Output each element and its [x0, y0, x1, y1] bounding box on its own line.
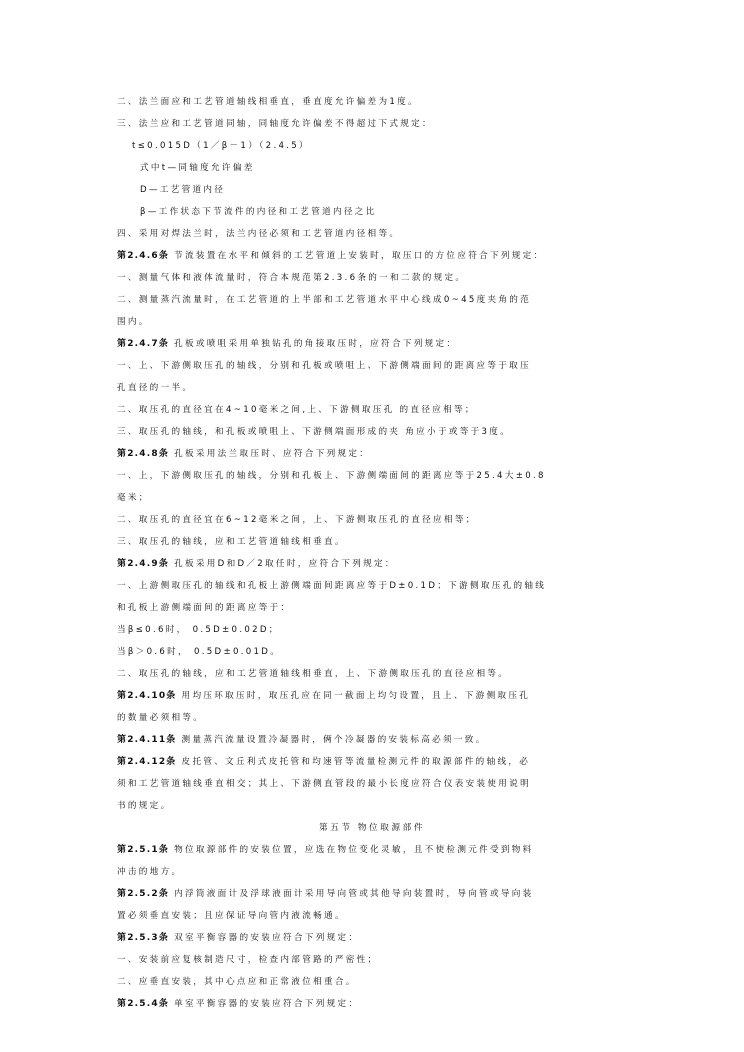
line-text: 毫米； [117, 493, 150, 503]
line-text: 测量蒸汽流量设置冷凝器时，俩个冷凝器的安装标高必须一致。 [181, 735, 487, 745]
line-text: 当β≤0.6时， 0.5D±0.02D； [117, 625, 280, 635]
line-text: 皮托管、文丘利式皮托管和均速管等流量检测元件的取源部件的轴线，必 [181, 757, 531, 767]
line-text: β—工作状态下节流件的内径和工艺管道内径之比 [140, 207, 377, 217]
line-text: 置必须垂直安装；且应保证导向管内液流畅通。 [117, 911, 346, 921]
clause-number: 第2.4.8条 [117, 449, 170, 459]
text-line [117, 118, 637, 130]
line-text: 内浮筒液面计及浮球液面计采用导向管或其他导向装置时，导向管或导向装 [174, 889, 534, 899]
text-line [140, 162, 660, 174]
text-line [117, 778, 637, 790]
text-line [117, 448, 637, 460]
text-line [117, 932, 637, 944]
line-text: 一、上游侧取压孔的轴线和孔板上游侧端面间距离应等于D±0.1D；下游侧取压孔的轴线 [117, 581, 547, 591]
clause-number: 第2.4.7条 [117, 339, 170, 349]
line-text: 孔板或喷咀采用单独钻孔的角接取压时，应符合下列规定： [174, 339, 458, 349]
line-text: 书的规定。 [117, 801, 172, 811]
text-line [117, 404, 637, 416]
line-text: 第五节 物位取源部件 [318, 823, 426, 833]
text-line [117, 96, 637, 108]
text-line [117, 382, 637, 394]
line-text: 和孔板上游侧端面间的距离应等于： [117, 603, 292, 613]
line-text: 单室平衡容器的安装应符合下列规定： [174, 999, 360, 1009]
line-text: 节流装置在水平和倾斜的工艺管道上安装时，取压口的方位应符合下列规定： [174, 251, 545, 261]
line-text: 冲击的地方。 [117, 867, 183, 877]
text-line [117, 690, 637, 702]
line-text: 孔直径的一半。 [117, 383, 194, 393]
line-text: 当β＞0.6时， 0.5D±0.01D。 [117, 647, 282, 657]
line-text: 二、测量蒸汽流量时，在工艺管道的上半部和工艺管道水平中心线成0~45度夹角的范 [117, 295, 532, 305]
text-line [117, 668, 637, 680]
line-text: 一、上，下游侧取压孔的轴线，分别和孔板上、下游侧端面间的距离应等于25.4大±0.8 [117, 471, 546, 481]
text-line [117, 646, 637, 658]
line-text: 一、测量气体和液体流量时，符合本规范第2.3.6条的一和二款的规定。 [117, 273, 467, 283]
text-line [132, 140, 652, 152]
text-line [117, 998, 637, 1010]
text-line [117, 558, 637, 570]
line-text: 的数量必须相等。 [117, 713, 205, 723]
text-line [117, 976, 637, 988]
line-text: 三、取压孔的轴线，应和工艺管道轴线相垂直。 [117, 537, 346, 547]
line-text: 孔板采用法兰取压时、应符合下列规定： [174, 449, 371, 459]
section-heading [0, 822, 744, 834]
line-text: 二、取压孔的直径宜在4~10毫米之间,上、下游侧取压孔 的直径应相等； [117, 405, 476, 415]
text-line [117, 250, 637, 262]
line-text: t≤0.015D（1／β－1）（2.4.5） [132, 141, 310, 151]
text-line [117, 272, 637, 284]
clause-number: 第2.5.2条 [117, 889, 170, 899]
text-line [117, 294, 637, 306]
line-text: 二、法兰面应和工艺管道轴线相垂直，垂直度允许偏差为1度。 [117, 97, 419, 107]
clause-number: 第2.5.1条 [117, 845, 170, 855]
clause-number: 第2.4.10条 [117, 691, 177, 701]
line-text: 围内。 [117, 317, 150, 327]
text-line [117, 580, 637, 592]
line-text: 三、法兰应和工艺管道同轴，同轴度允许偏差不得超过下式规定： [117, 119, 433, 129]
line-text: D—工艺管道内径 [140, 185, 226, 195]
text-line [117, 338, 637, 350]
clause-number: 第2.4.11条 [117, 735, 177, 745]
text-line [117, 624, 637, 636]
line-text: 四、采用对焊法兰时，法兰内径必须和工艺管道内径相等。 [117, 229, 401, 239]
clause-number: 第2.4.9条 [117, 559, 170, 569]
text-line [117, 492, 637, 504]
line-text: 二、取压孔的直径宜在6~12毫米之间，上、下游侧取压孔的直径应相等； [117, 515, 477, 525]
line-text: 孔板采用D和D／2取任时，应符合下列规定： [174, 559, 396, 569]
text-line [140, 184, 660, 196]
line-text: 二、应垂直安装，其中心点应和正常液位相重合。 [117, 977, 357, 987]
clause-number: 第2.5.3条 [117, 933, 170, 943]
text-line [117, 866, 637, 878]
text-line [117, 426, 637, 438]
line-text: 须和工艺管道轴线垂直相交；其上、下游侧直管段的最小长度应符合仪表安装使用说明 [117, 779, 531, 789]
line-text: 用均压环取压时，取压孔应在同一截面上均匀设置，且上、下游侧取压孔 [181, 691, 531, 701]
text-line [117, 888, 637, 900]
text-line [117, 536, 637, 548]
text-line [117, 954, 637, 966]
clause-number: 第2.4.12条 [117, 757, 177, 767]
line-text: 一、上、下游侧取压孔的轴线，分别和孔板或喷咀上、下游侧端面间的距离应等于取压 [117, 361, 531, 371]
text-line [117, 316, 637, 328]
text-line [117, 470, 637, 482]
line-text: 二、取压孔的轴线，应和工艺管道轴线相垂直，上、下游侧取压孔的直径应相等。 [117, 669, 510, 679]
clause-number: 第2.4.6条 [117, 251, 170, 261]
line-text: 一、安装前应复核制造尺寸，检查内部管路的严密性； [117, 955, 379, 965]
line-text: 物位取源部件的安装位置，应选在物位变化灵敏，且不使检测元件受到物料 [174, 845, 534, 855]
line-text: 双室平衡容器的安装应符合下列规定： [174, 933, 360, 943]
text-line [117, 360, 637, 372]
text-line [117, 800, 637, 812]
text-line [117, 602, 637, 614]
text-line [117, 228, 637, 240]
text-line [117, 910, 637, 922]
text-line [117, 712, 637, 724]
line-text: 三、取压孔的轴线，和孔板或喷咀上、下游侧端面形成的夹 角应小于或等于3度。 [117, 427, 512, 437]
text-line [117, 756, 637, 768]
clause-number: 第2.5.4条 [117, 999, 170, 1009]
line-text: 式中t—同轴度允许偏差 [140, 163, 255, 173]
text-line [117, 734, 637, 746]
text-line [117, 514, 637, 526]
text-line [117, 844, 637, 856]
text-line [140, 206, 660, 218]
